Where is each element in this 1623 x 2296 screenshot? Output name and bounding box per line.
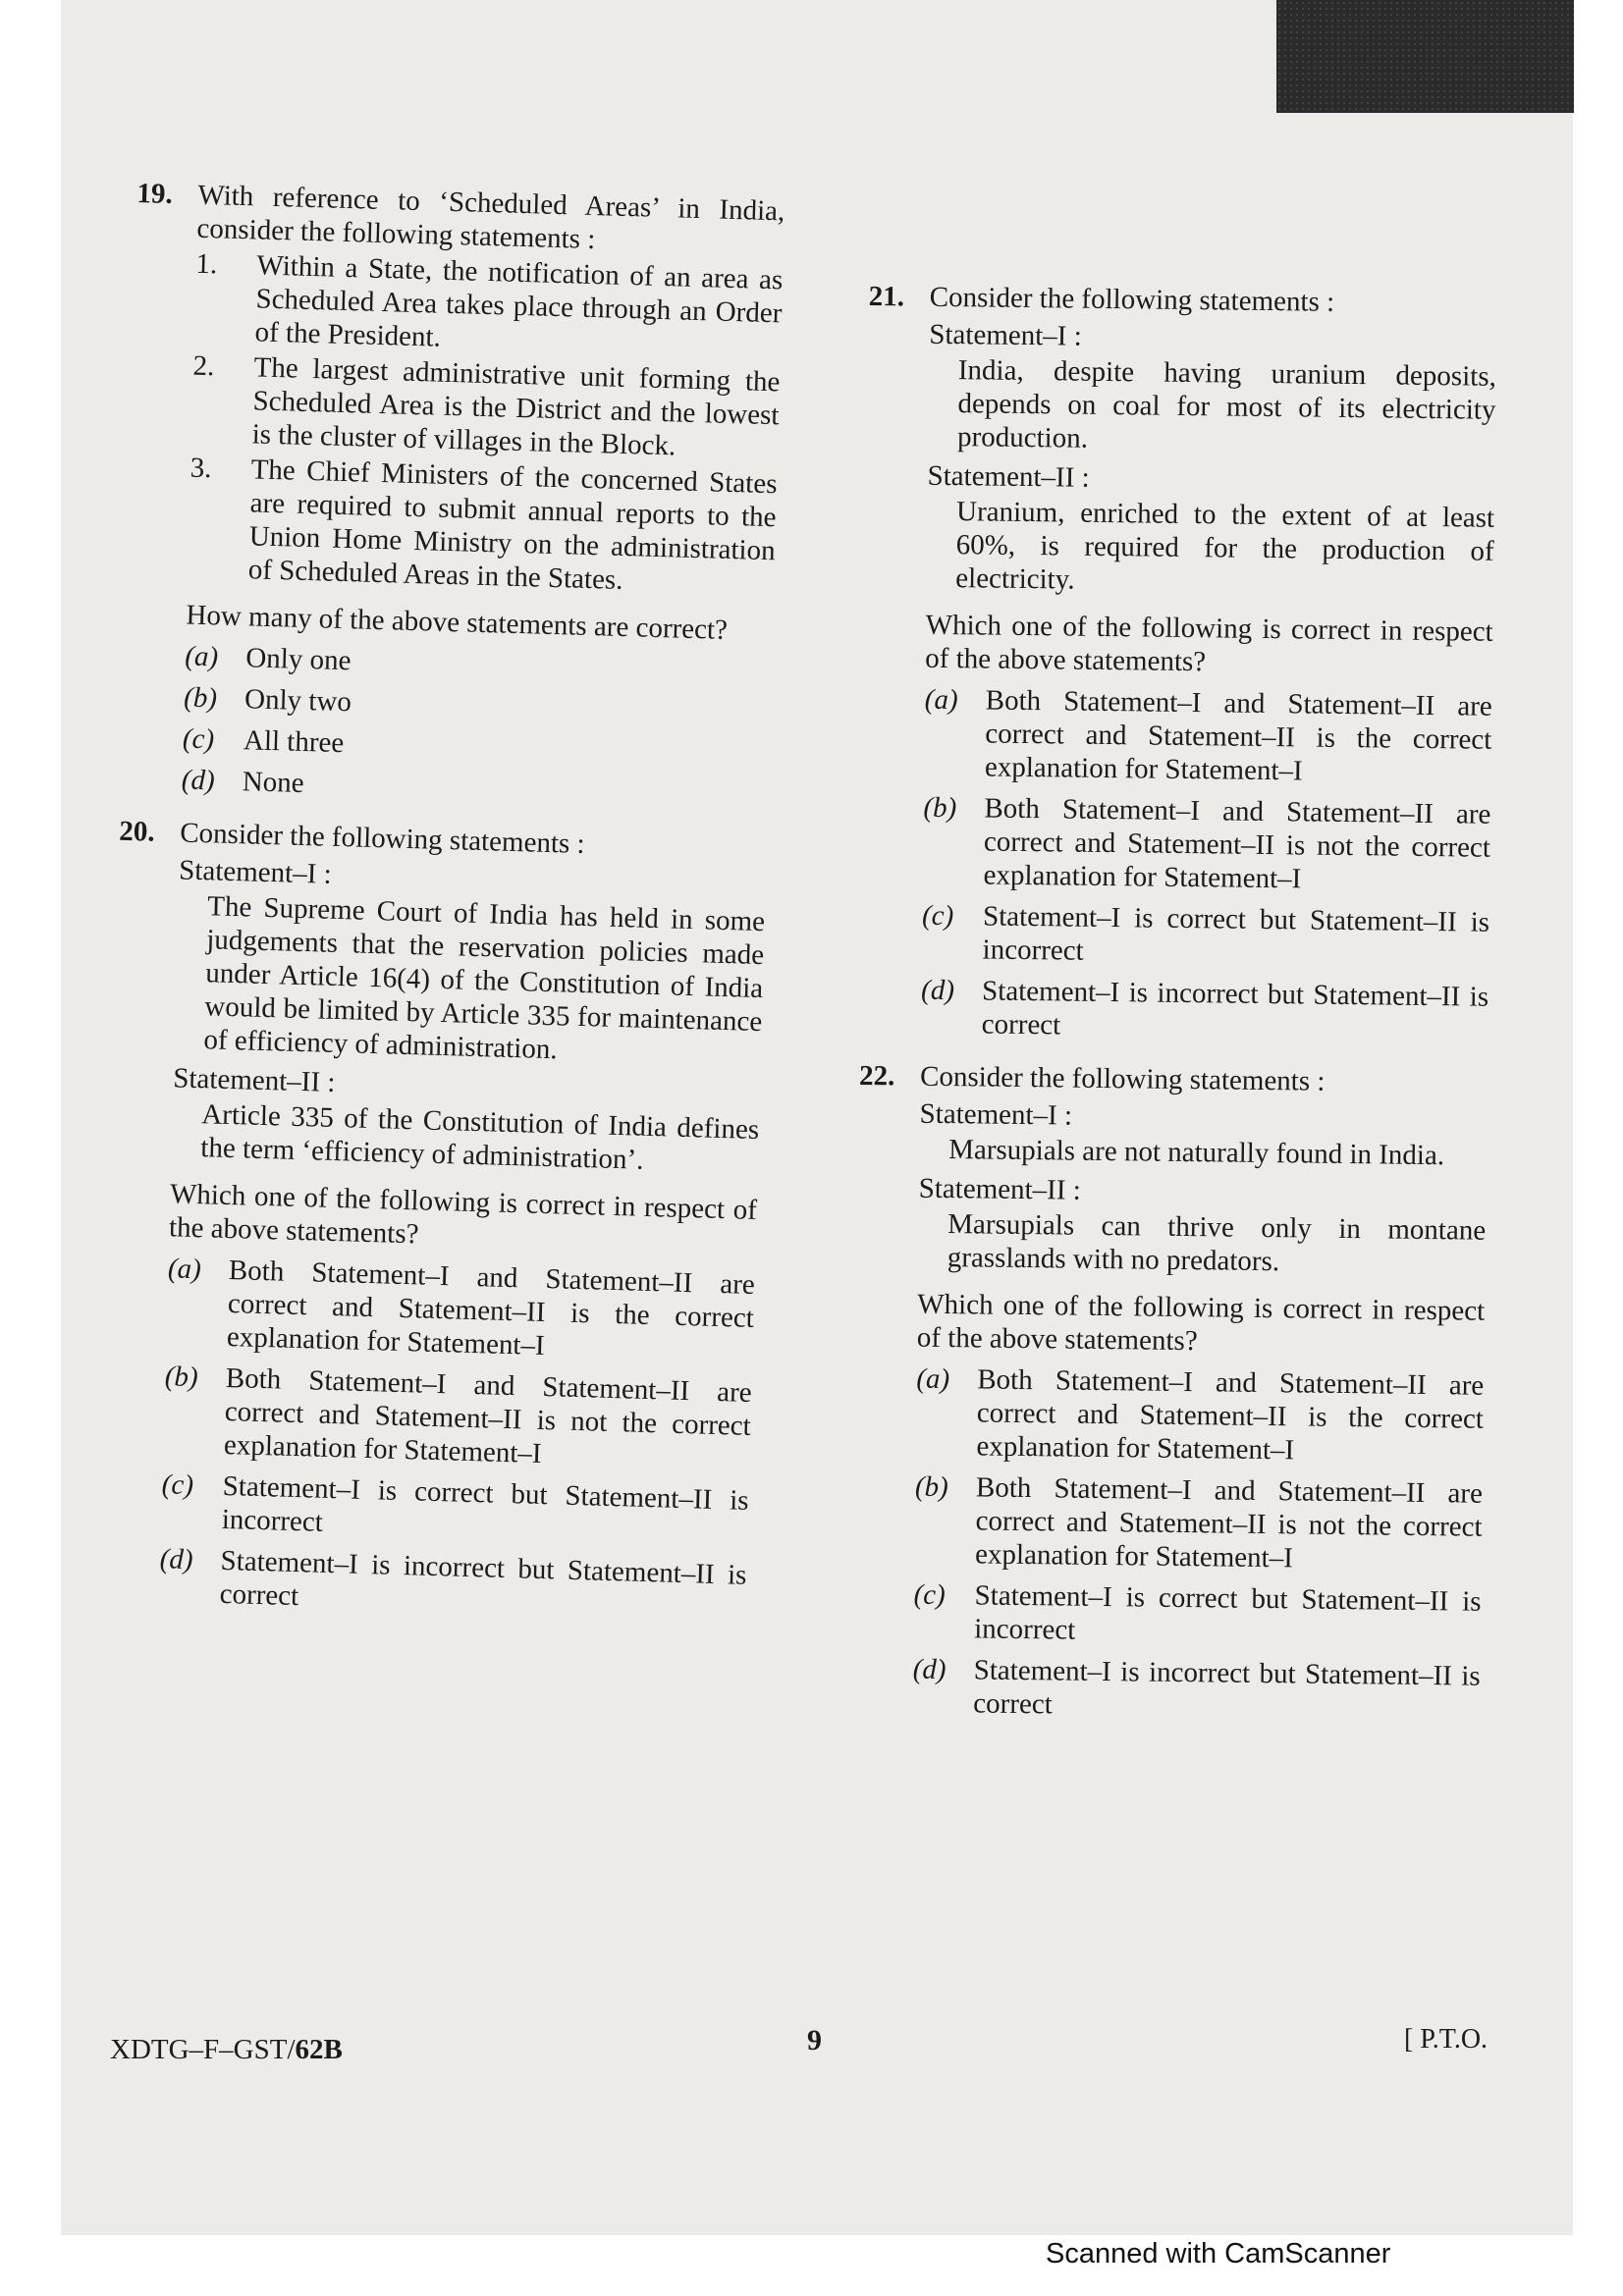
option-b <box>184 681 772 731</box>
booklet-code-series: 62B <box>295 2034 343 2065</box>
option-label: (c) <box>913 1578 947 1612</box>
option-a <box>915 1362 1484 1469</box>
statement-2-text: Marsupials can thrive only in montane grasslands with no predators. <box>947 1208 1487 1278</box>
question-ask: Which one of the following is correct in respect of the above statements? <box>925 609 1493 678</box>
option-label: (d) <box>912 1653 947 1686</box>
option-c <box>913 1578 1482 1652</box>
statement-1-text: Marsupials are not naturally found in India. <box>947 1134 1445 1172</box>
page-number: 9 <box>807 2024 822 2056</box>
option-label: (a) <box>924 683 958 717</box>
option-a <box>166 1252 756 1368</box>
option-text: None <box>242 766 305 799</box>
question-21 <box>860 280 1497 1047</box>
right-column <box>851 280 1497 1746</box>
booklet-code <box>110 2034 343 2066</box>
option-text: Both Statement–I and Statement–II are correct and Statement–II is the correct explanation for Statement–I <box>984 684 1492 787</box>
statement-2-label: Statement–II : <box>927 459 1090 494</box>
question-ask: Which one of the following is correct in respect of the above statements? <box>168 1178 758 1251</box>
option-d <box>912 1653 1481 1727</box>
option-c <box>160 1468 749 1551</box>
option-text: Statement–I is correct but Statement–II is incorrect <box>982 900 1490 967</box>
option-b <box>163 1360 753 1476</box>
question-number: 21. <box>868 280 905 313</box>
option-text: Both Statement–I and Statement–II are correct and Statement–II is the correct explanation for Statement–I <box>976 1363 1485 1467</box>
option-text: Statement–I is correct but Statement–II is incorrect <box>974 1579 1482 1646</box>
option-label: (b) <box>923 791 957 825</box>
question-ask: Which one of the following is correct in respect of the above statements? <box>916 1288 1486 1358</box>
option-b <box>914 1470 1483 1577</box>
question-ask: How many of the above statements are correct? <box>186 599 729 646</box>
option-text: Both Statement–I and Statement–II are correct and Statement–II is the correct explanation for Statement–I <box>226 1255 756 1362</box>
option-text: Statement–I is incorrect but Statement–II is correct <box>219 1544 747 1613</box>
question-number: 20. <box>118 815 156 848</box>
statement-number: 3. <box>189 452 212 485</box>
question-19 <box>120 177 784 813</box>
statement-2-text: Uranium, enriched to the extent of at least 60%, is required for the production of electricity. <box>955 496 1495 596</box>
option-c <box>921 899 1489 973</box>
question-number: 22. <box>858 1059 895 1093</box>
option-label: (a) <box>167 1253 202 1286</box>
option-text: Only two <box>243 683 352 719</box>
option-text: Both Statement–I and Statement–II are correct and Statement–II is not the correct explanation for Statement–I <box>974 1471 1484 1575</box>
option-label: (d) <box>920 974 955 1007</box>
background-surface <box>1276 0 1574 113</box>
option-label: (c) <box>161 1468 194 1502</box>
option-label: (a) <box>916 1362 950 1396</box>
option-text: Only one <box>244 642 352 677</box>
option-label: (c) <box>921 899 954 933</box>
option-d <box>158 1542 747 1626</box>
option-label: (b) <box>914 1470 949 1504</box>
question-stem: With reference to ‘Scheduled Areas’ in India, consider the following statements : <box>196 179 785 256</box>
option-label: (b) <box>164 1361 199 1394</box>
statement-1-label: Statement–I : <box>919 1097 1073 1132</box>
statement-2-text: Article 335 of the Constitution of India defines the term ‘efficiency of administration’. <box>199 1098 760 1176</box>
option-label: (d) <box>159 1543 193 1576</box>
option-text: Statement–I is incorrect but Statement–II is correct <box>981 975 1489 1041</box>
option-text: Statement–I is correct but Statement–II is incorrect <box>221 1469 750 1538</box>
option-text: All three <box>243 724 345 760</box>
option-label: (a) <box>184 640 219 673</box>
question-number: 19. <box>136 177 174 210</box>
question-22 <box>851 1059 1488 1727</box>
statement-list <box>187 247 783 602</box>
option-d <box>181 763 769 813</box>
statement-text: The largest administrative unit forming the Scheduled Area is the District and the lowest is the cluster of villages in the Block. <box>251 351 781 462</box>
option-d <box>921 974 1489 1047</box>
statement-item <box>187 452 778 602</box>
statement-text: Within a State, the notification of an area as Scheduled Area takes place through an Order of the President. <box>254 249 784 353</box>
statement-1-text: India, despite having uranium deposits, depends on coal for most of its electricity production. <box>956 354 1497 454</box>
option-text: Statement–I is incorrect but Statement–II is correct <box>973 1654 1481 1721</box>
left-column <box>97 177 785 1645</box>
question-stem: Consider the following statements : <box>919 1060 1325 1097</box>
statement-item <box>190 349 781 466</box>
option-label: (c) <box>182 722 215 756</box>
option-b <box>922 791 1490 898</box>
question-stem: Consider the following statements : <box>929 281 1335 318</box>
statement-1-label: Statement–I : <box>929 318 1082 352</box>
statement-number: 1. <box>195 247 218 281</box>
statement-item <box>193 247 784 364</box>
statement-1-text: The Supreme Court of India has held in some judgements that the reservation policies made under Article 16(4) of the Constitution of India would be limited by Article 335 for maintenance of efficiency of administration. <box>203 890 766 1066</box>
option-label: (d) <box>181 764 216 797</box>
statement-1-label: Statement–I : <box>178 854 333 890</box>
option-a <box>924 683 1492 790</box>
booklet-code-prefix: XDTG–F–GST/ <box>110 2034 296 2065</box>
question-stem: Consider the following statements : <box>179 817 586 860</box>
option-c <box>183 722 771 773</box>
option-label: (b) <box>183 681 218 715</box>
statement-text: The Chief Ministers of the concerned States are required to submit annual reports to the Union Home Ministry on the administration of Scheduled Areas in the States. <box>247 454 778 596</box>
option-a <box>185 640 773 690</box>
statement-number: 2. <box>192 349 215 383</box>
statement-2-label: Statement–II : <box>172 1062 336 1098</box>
pto-label: [ P.T.O. <box>1404 2024 1488 2055</box>
option-text: Both Statement–I and Statement–II are correct and Statement–II is not the correct explanation for Statement–I <box>223 1362 753 1469</box>
question-20 <box>97 815 767 1626</box>
statement-2-label: Statement–II : <box>918 1172 1081 1206</box>
scanner-watermark: Scanned with CamScanner <box>1046 2238 1391 2269</box>
option-text: Both Statement–I and Statement–II are correct and Statement–II is not the correct explanation for Statement–I <box>983 792 1491 895</box>
